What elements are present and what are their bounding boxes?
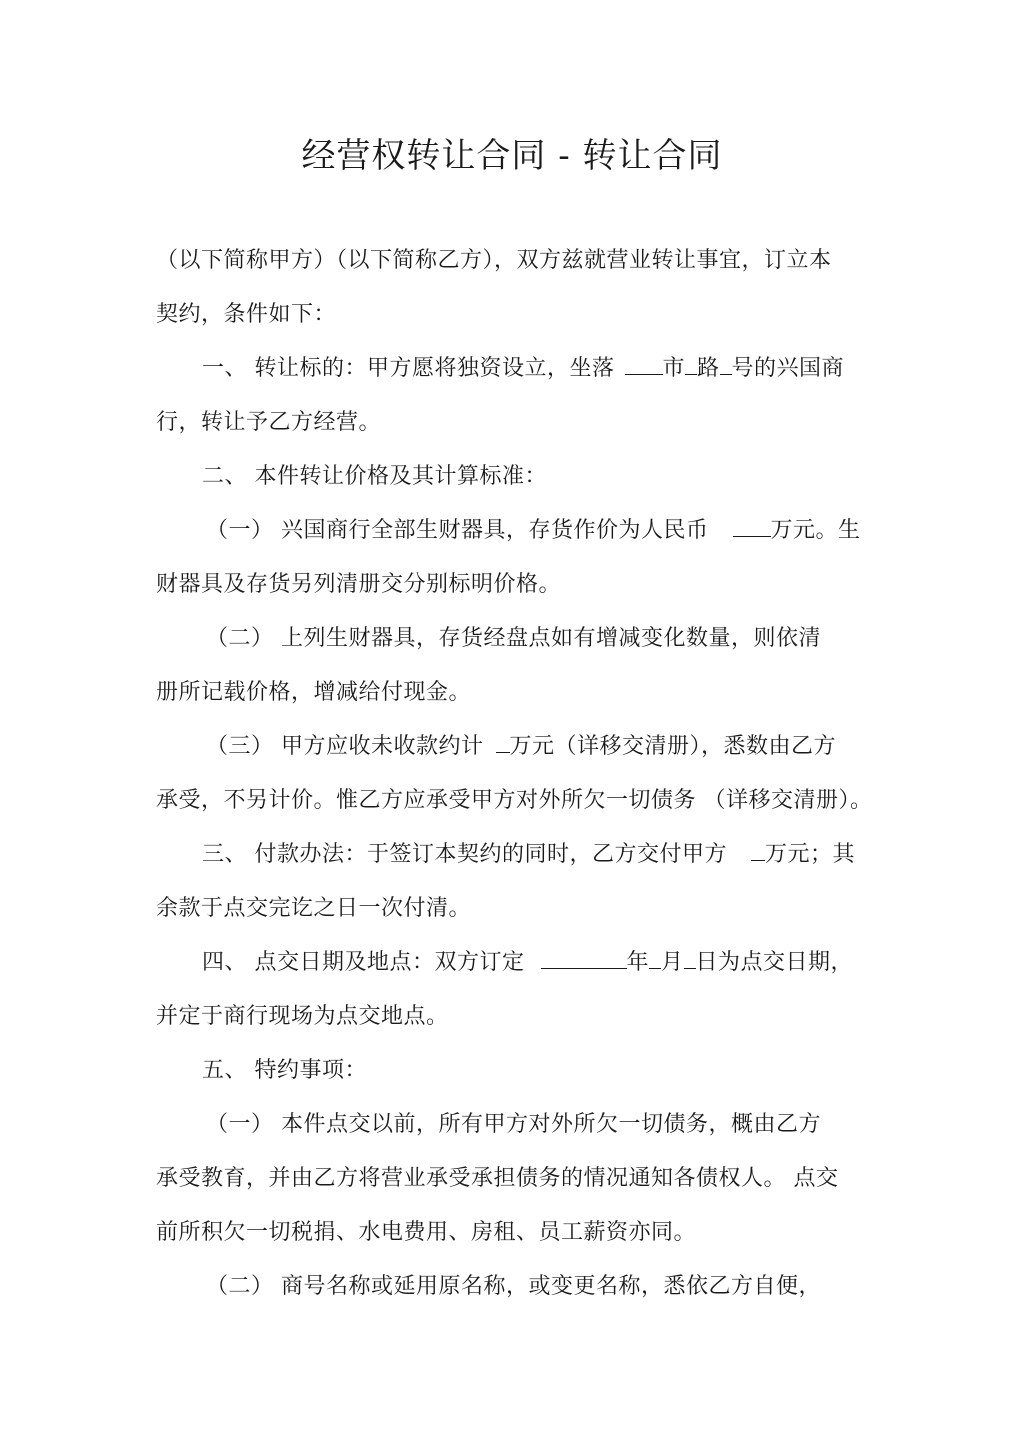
clause-4-text-c: 月 — [661, 950, 684, 975]
blank-year — [541, 948, 627, 969]
clause-5-1-line-3: 前所积欠一切税捐、水电费用、房租、员工薪资亦同。 — [156, 1220, 697, 1245]
clause-1-text-d: 号的兴国商 — [731, 356, 845, 381]
clause-2-1-text-a: （一） 兴国商行全部生财器具，存货作价为人民币 — [206, 518, 709, 543]
clause-2-heading: 二、 本件转让价格及其计算标准： — [202, 464, 547, 489]
clause-2-1-line-1 — [206, 516, 861, 546]
document-title: 经营权转让合同 - 转让合同 — [301, 136, 723, 176]
clause-4-text-b: 年 — [626, 950, 650, 975]
clause-3-text-b: 万元；其 — [765, 842, 856, 867]
clause-1-text-a: 一、 转让标的：甲方愿将独资设立，坐落 — [202, 356, 615, 381]
clause-2-1-line-2: 财器具及存货另列清册交分别标明价格。 — [156, 572, 562, 597]
blank-road — [685, 354, 697, 375]
clause-4-text-a: 四、 点交日期及地点：双方订定 — [202, 950, 525, 975]
clause-3-line-2: 余款于点交完讫之日一次付清。 — [156, 896, 472, 921]
paragraph-intro-line-2: 契约，条件如下： — [156, 302, 337, 327]
clause-5-1-line-2: 承受教育，并由乙方将营业承受承担债务的情况通知各债权人。 点交 — [156, 1166, 839, 1191]
clause-5-1-line-1: （一） 本件点交以前，所有甲方对外所欠一切债务，概由乙方 — [206, 1112, 821, 1137]
paragraph-intro-line-1: （以下简称甲方）（以下简称乙方），双方兹就营业转让事宜，订立本 — [156, 248, 832, 273]
clause-2-2-line-2: 册所记载价格，增减给付现金。 — [156, 680, 472, 705]
clause-4-text-d: 日为点交日期， — [695, 950, 854, 975]
clause-4-line-2: 并定于商行现场为点交地点。 — [156, 1004, 449, 1029]
clause-4-line-1 — [202, 948, 853, 978]
blank-city — [625, 354, 663, 375]
clause-2-3-text-a: （三） 甲方应收未收款约计 — [206, 734, 484, 759]
clause-2-3-line-1 — [206, 732, 836, 762]
clause-2-3-line-2: 承受，不另计价。惟乙方应承受甲方对外所欠一切债务 （详移交清册）。 — [156, 788, 873, 813]
clause-2-2-line-1: （二） 上列生财器具，存货经盘点如有增减变化数量，则依清 — [206, 626, 821, 651]
blank-receivable — [496, 732, 510, 753]
clause-5-heading: 五、 特约事项： — [202, 1058, 367, 1083]
clause-1-line-2: 行，转让予乙方经营。 — [156, 410, 382, 435]
clause-3-line-1 — [202, 840, 855, 870]
clause-2-1-text-b: 万元。生 — [770, 518, 861, 543]
blank-payment — [751, 840, 765, 861]
clause-1-text-c: 路 — [697, 356, 720, 381]
blank-day — [684, 948, 696, 969]
clause-1-line-1 — [202, 354, 844, 384]
clause-2-3-text-b: 万元（详移交清册），悉数由乙方 — [509, 734, 837, 759]
clause-3-text-a: 三、 付款办法：于签订本契约的同时，乙方交付甲方 — [202, 842, 727, 867]
blank-price — [733, 516, 771, 537]
clause-5-2-line-1: （二） 商号名称或延用原名称，或变更名称，悉依乙方自便， — [206, 1274, 821, 1299]
blank-number — [720, 354, 732, 375]
blank-month — [649, 948, 661, 969]
clause-1-text-b: 市 — [662, 356, 686, 381]
